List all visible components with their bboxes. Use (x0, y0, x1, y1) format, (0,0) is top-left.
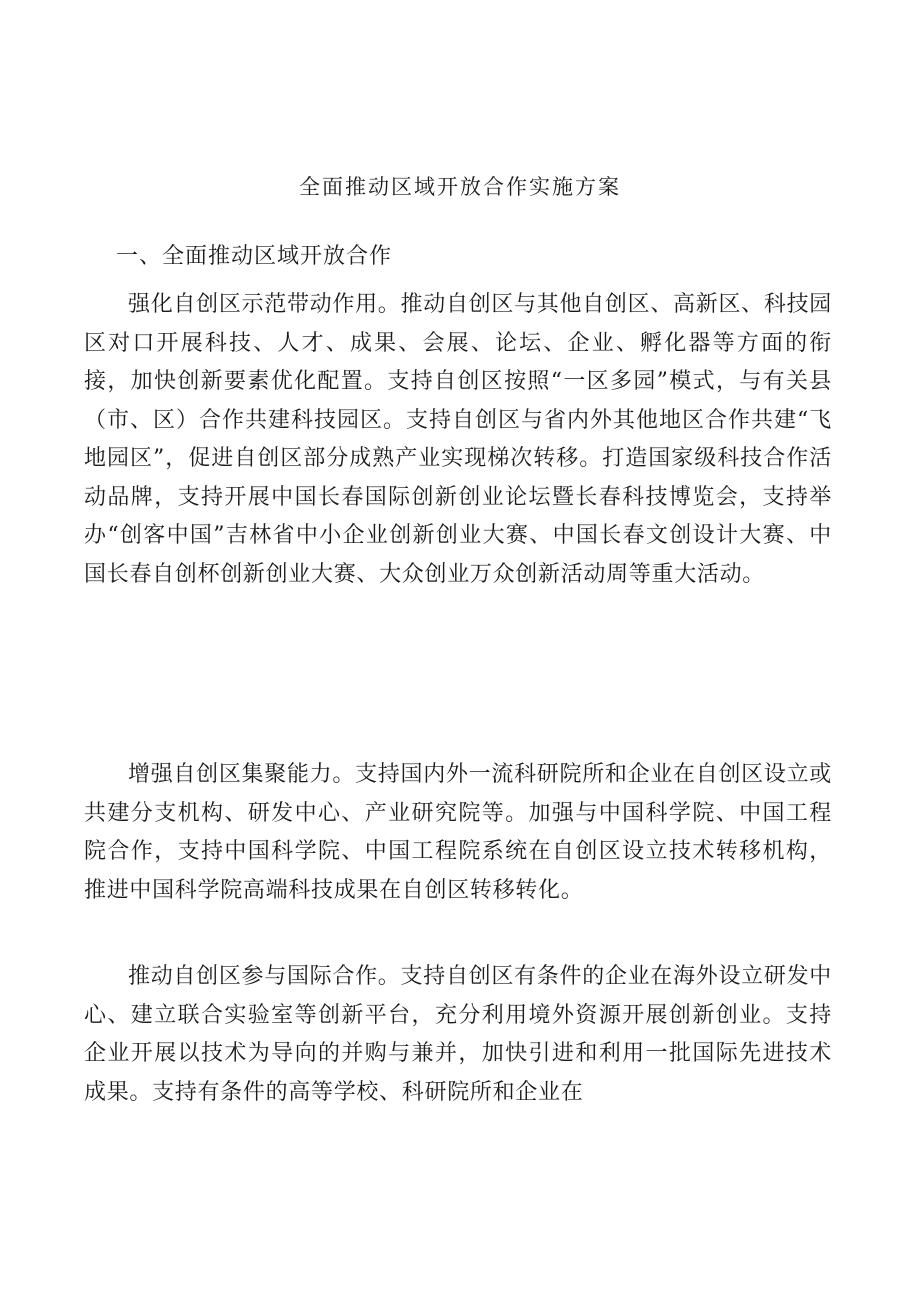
body-paragraph: 增强自创区集聚能力。支持国内外一流科研院所和企业在自创区设立或共建分支机构、研发中心、产业研究院等。加强与中国科学院、中国工程院合作，支持中国科学院、中国工程院系统在自创区设立技术转移机构，推进中国科学院高端科技成果在自创区转移转化。 (84, 762, 832, 903)
body-paragraph: 强化自创区示范带动作用。推动自创区与其他自创区、高新区、科技园区对口开展科技、人才、成果、会展、论坛、企业、孵化器等方面的衔接，加快创新要素优化配置。支持自创区按照“一区多园”模式，与有关县（市、区）合作共建科技园区。支持自创区与省内外其他地区合作共建“飞地园区”，促进自创区部分成熟产业实现梯次转移。打造国家级科技合作活动品牌，支持开展中国长春国际创新创业论坛暨长春科技博览会，支持举办“创客中国”吉林省中小企业创新创业大赛、中国长春文创设计大赛、中国长春自创杯创新创业大赛、大众创业万众创新活动周等重大活动。 (84, 292, 832, 587)
section-heading: 一、全面推动区域开放合作 (116, 244, 393, 269)
body-paragraph: 推动自创区参与国际合作。支持自创区有条件的企业在海外设立研发中心、建立联合实验室等创新平台，充分利用境外资源开展创新创业。支持企业开展以技术为导向的并购与兼并，加快引进和利用一批国际先进技术成果。支持有条件的高等学校、科研院所和企业在 (84, 964, 832, 1105)
document-title: 全面推动区域开放合作实施方案 (299, 175, 621, 199)
